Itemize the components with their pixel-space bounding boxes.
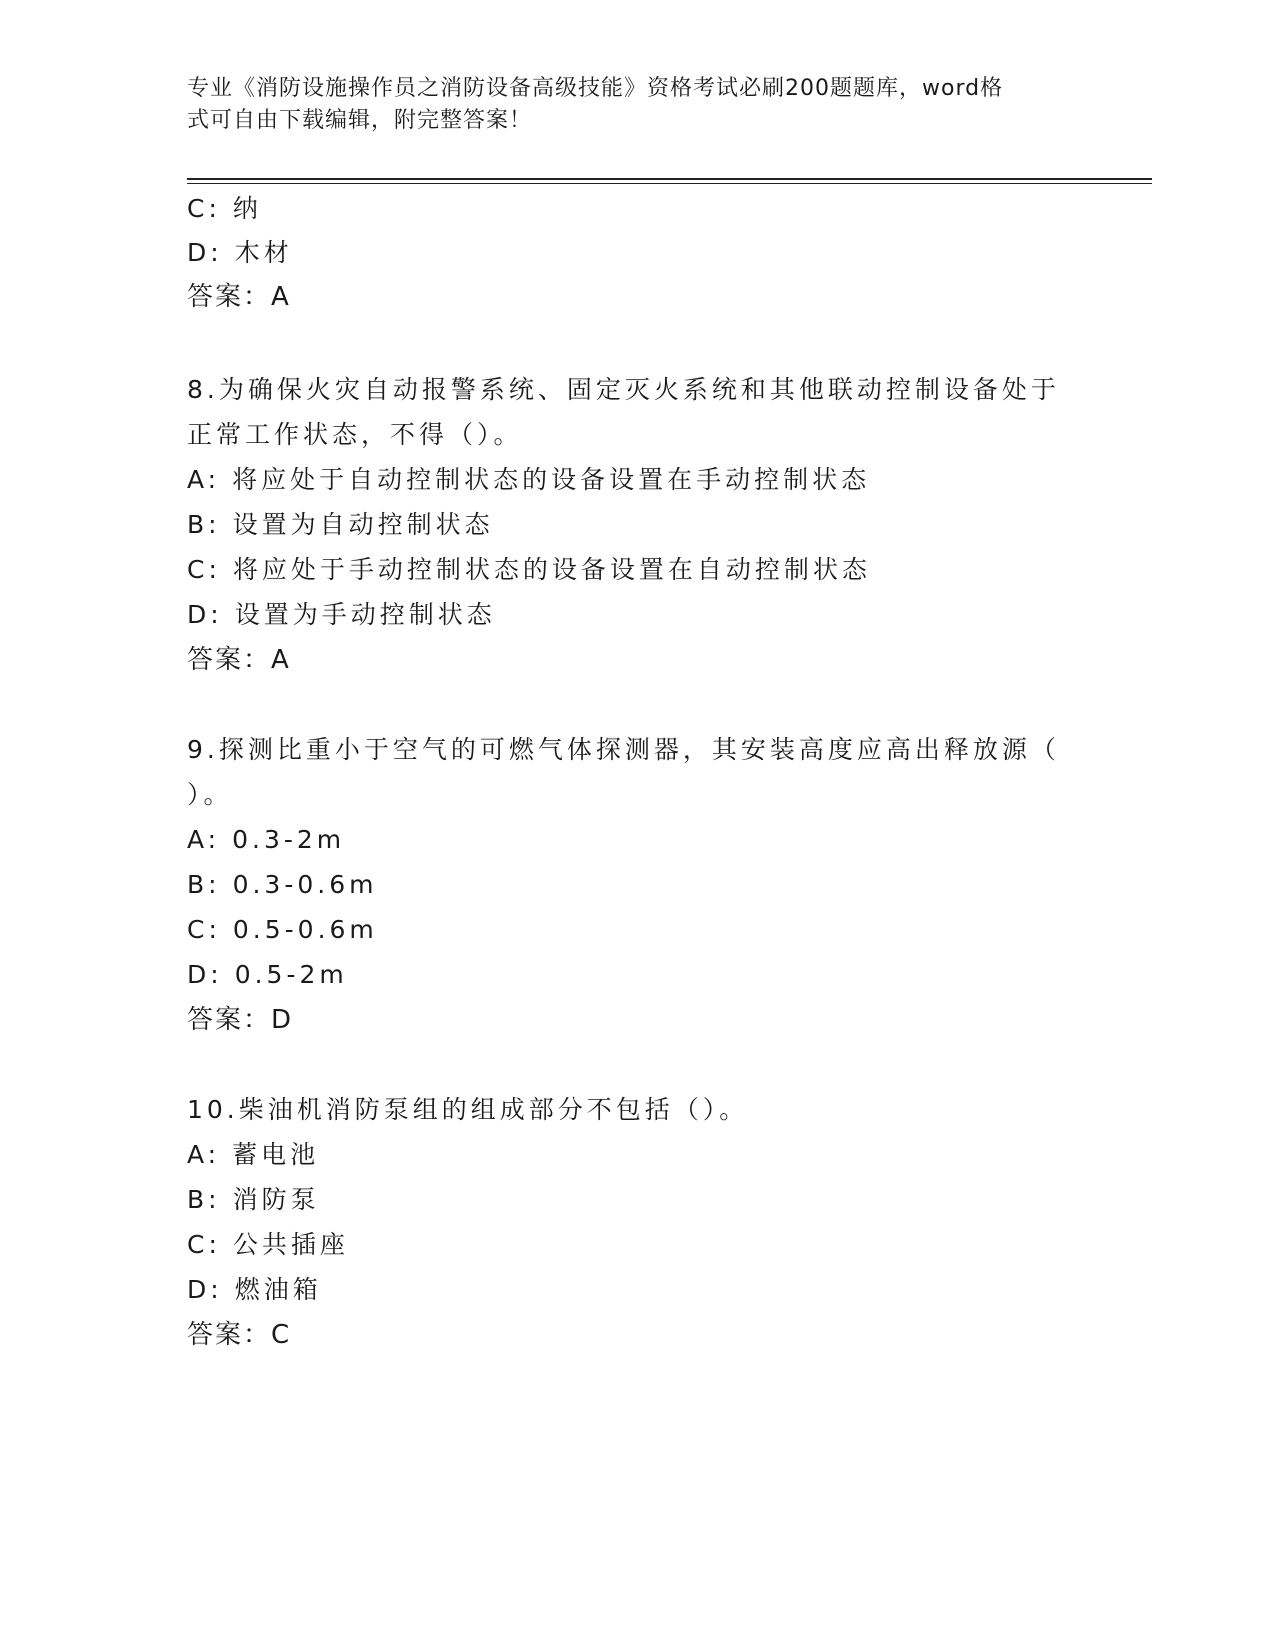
q8-option-b <box>187 508 494 542</box>
header-line-2: 式可自由下载编辑，附完整答案！ <box>187 108 533 133</box>
q9-option-c <box>187 913 378 947</box>
option-label: B: <box>187 510 221 539</box>
q10-option-a <box>187 1138 319 1172</box>
q10-stem: 10.柴油机消防泵组的组成部分不包括（）。 <box>187 1095 749 1124</box>
q8-option-a <box>187 463 870 497</box>
option-label: B: <box>187 870 221 899</box>
q9-option-d <box>187 958 348 992</box>
option-label: A: <box>187 1140 221 1169</box>
q9-stem-line-1: 9.探测比重小于空气的可燃气体探测器，其安装高度应高出释放源（ <box>187 735 1060 764</box>
q10-option-c <box>187 1228 349 1262</box>
q9-option-a <box>187 823 345 857</box>
header-divider-thin <box>187 183 1152 184</box>
option-text: 0.3-2m <box>232 825 346 854</box>
option-text: 将应处于自动控制状态的设备设置在手动控制状态 <box>232 465 871 494</box>
option-text: 蓄电池 <box>232 1140 320 1169</box>
option-label: A: <box>187 465 221 494</box>
q8-option-c <box>187 553 871 587</box>
option-label: D: <box>187 238 223 267</box>
option-text: 纳 <box>232 194 262 223</box>
q7-option-d <box>187 236 293 270</box>
option-label: C: <box>187 1230 221 1259</box>
option-text: 消防泵 <box>232 1185 320 1214</box>
option-text: 设置为自动控制状态 <box>232 510 494 539</box>
option-text: 0.5-2m <box>234 960 348 989</box>
option-text: 0.3-0.6m <box>232 870 378 899</box>
option-label: C: <box>187 194 221 223</box>
option-label: D: <box>187 1275 223 1304</box>
q8-option-d <box>187 598 496 632</box>
q9-answer: 答案：D <box>187 1005 294 1035</box>
q7-option-c <box>187 192 262 226</box>
option-text: 木材 <box>234 238 293 267</box>
option-label: C: <box>187 555 221 584</box>
document-header <box>187 73 1067 137</box>
header-line-1: 专业《消防设施操作员之消防设备高级技能》资格考试必刷200题题库，word格 <box>187 76 1004 101</box>
option-text: 公共插座 <box>232 1230 349 1259</box>
option-label: B: <box>187 1185 221 1214</box>
option-text: 0.5-0.6m <box>232 915 378 944</box>
option-label: D: <box>187 960 223 989</box>
q10-option-b <box>187 1183 320 1217</box>
q9-option-b <box>187 868 377 902</box>
q7-answer: 答案：A <box>187 282 291 312</box>
q8-answer: 答案：A <box>187 645 291 675</box>
option-label: A: <box>187 825 221 854</box>
q8-stem-line-2: 正常工作状态，不得（）。 <box>187 420 523 449</box>
option-label: D: <box>187 600 223 629</box>
q10-answer: 答案：C <box>187 1320 292 1350</box>
option-text: 将应处于手动控制状态的设备设置在自动控制状态 <box>232 555 871 584</box>
q9-stem-line-2: ）。 <box>187 780 233 809</box>
header-divider-thick <box>187 178 1152 180</box>
q8-stem-line-1: 8.为确保火灾自动报警系统、固定灭火系统和其他联动控制设备处于 <box>187 375 1060 404</box>
option-label: C: <box>187 915 221 944</box>
q10-option-d <box>187 1273 322 1307</box>
option-text: 设置为手动控制状态 <box>234 600 496 629</box>
option-text: 燃油箱 <box>234 1275 322 1304</box>
